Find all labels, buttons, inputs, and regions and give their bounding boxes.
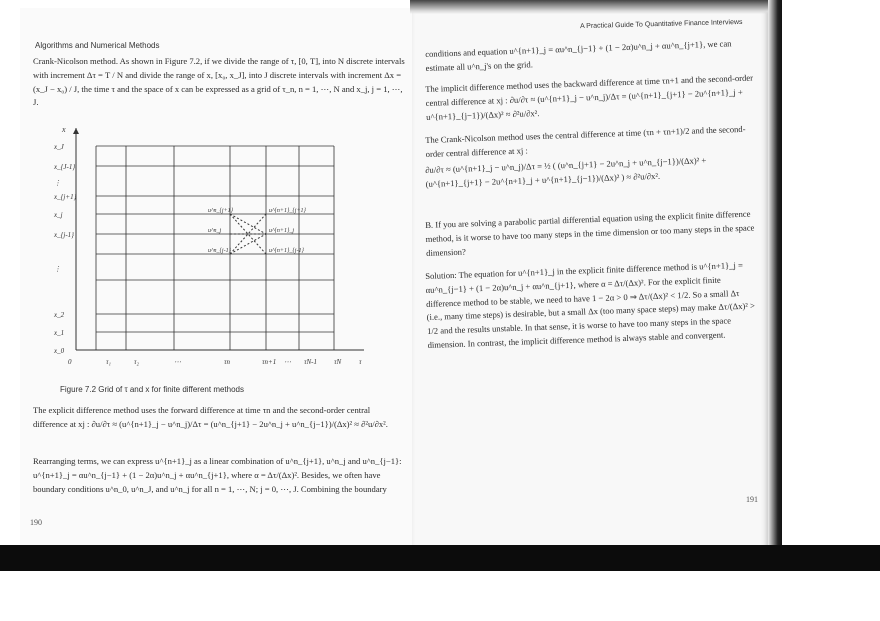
node-label-right: u^{n+1}_j [269, 228, 295, 234]
left-running-head: Algorithms and Numerical Methods [35, 41, 160, 50]
y-tick-label: x_{j+1} [54, 193, 77, 201]
node-label-left: u^n_{j+1} [208, 208, 234, 214]
y-tick-label: x_2 [54, 311, 65, 319]
node-label-right: u^{n+1}_{j+1} [269, 208, 306, 214]
right-page-number: 191 [746, 495, 758, 504]
x-tick-label: τn [224, 358, 231, 366]
y-tick-label: x_{j-1} [54, 231, 74, 239]
right-running-head: A Practical Guide To Quantitative Finance Interviews [579, 18, 743, 31]
node-label-right: u^{n+1}_{j-1} [269, 248, 304, 254]
rearranging-paragraph: Rearranging terms, we can express u^{n+1}_j as a linear combination of u^n_{j+1}, u^n_j and u^n_{j−1}: u^{n+1}_j = αu^n_{j−1} + (1 − 2α)u^n_j + αu^n_{j+1}, where α = Δτ/(Δx)². Besides, we often have boundary conditions u^n_0, u^n_J, and u^n_j for all n = 1, ⋯, N; j = 0, ⋯, J. Combining the boundary [33, 456, 402, 494]
stencil-line [230, 234, 266, 254]
x-tick-label: τ [359, 358, 362, 366]
solution-paragraph: Solution: The equation for u^{n+1}_j in the explicit finite difference method is u^{n+1}_j = αu^n_{j−1} + (1 − 2α)u^n_j + αu^n_{j+1}, where α = Δτ/(Δx)². For the explicit finite difference method to be stable, we need to have 1 − 2α > 0 ⇒ Δτ/(Δx)² < 1/2. So a small Δτ (i.e., many time steps) is desirable, but a small Δx (too many space steps) may make Δτ/(Δx)² > 1/2 and the results unstable. In that sense, it is worse to have too many steps in the space dimension. In contrast, the implicit difference method is always stable and convergent. [425, 259, 756, 350]
y-tick-label: x_1 [54, 329, 65, 337]
left-page-number: 190 [30, 518, 42, 527]
grid-figure [34, 118, 379, 368]
top-page-shadow [410, 0, 770, 14]
y-tick-label: ⋮ [54, 179, 61, 187]
y-axis-letter: x [62, 125, 66, 134]
crank-nicolson-equation: ∂u/∂τ ≈ (u^{n+1}_j − u^n_j)/Δτ = ½ ( (u^n_{j+1} − 2u^n_j + u^n_{j−1})/(Δx)² + (u^{n+1}_{j+1} − 2u^{n+1}_j + u^{n+1}_{j−1})/(Δx)² ) ≈ ∂²u/∂x². [425, 155, 707, 189]
crank-nicolson-paragraph: The Crank-Nicolson method uses the central difference at time (τn + τn+1)/2 and the second-order central difference at xj : [425, 123, 746, 159]
y-tick-label: x_J [54, 143, 64, 151]
x-tick-label: τ₁ [106, 358, 111, 366]
y-tick-label: ⋮ [54, 265, 61, 273]
node-label-left: u^n_{j-1} [208, 248, 231, 254]
y-tick-label: x_0 [54, 347, 65, 355]
figure-caption: Figure 7.2 Grid of τ and x for finite different methods [60, 385, 244, 394]
y-tick-label: x_j [54, 211, 63, 219]
x-tick-label: ⋯ [174, 358, 181, 366]
explicit-method-paragraph: The explicit difference method uses the forward difference at time τn and the second-order central difference at xj : ∂u/∂τ ≈ (u^{n+1}_j − u^n_j)/Δτ = (u^n_{j+1} − 2u^n_j + u^n_{j−1})/(Δx)² ≈ ∂²u/∂x². [33, 405, 388, 429]
y-tick-label: x_{J-1} [54, 163, 76, 171]
stencil-line [230, 214, 266, 234]
x-tick-label: τN [334, 358, 342, 366]
node-label-left: u^n_j [208, 228, 222, 234]
scanner-edge-band [0, 545, 880, 571]
x-tick-label: τN-1 [304, 358, 318, 366]
question-b: B. If you are solving a parabolic partial differential equation using the explicit finite difference method, is it worse to have too many steps in the time dimension or too many steps in the space dimension? [425, 208, 755, 258]
grid-figure-svg [34, 118, 379, 368]
x-tick-label: τ₂ [134, 358, 139, 366]
implicit-method-paragraph: The implicit difference method uses the backward difference at time τn+1 and the second-order central difference at xj : ∂u/∂τ ≈ (u^{n+1}_j − u^n_j)/Δτ = (u^{n+1}_{j+1} − 2u^{n+1}_j + u^{n+1}_{j−1})/(Δx)² ≈ ∂²u/∂x². [425, 72, 754, 122]
right-page-edge-shadow [768, 0, 782, 560]
y-axis-arrow [73, 128, 79, 134]
continuation-paragraph: conditions and equation u^{n+1}_j = αu^n_{j−1} + (1 − 2α)u^n_j + αu^n_{j+1}, we can estimate all u^n_j's on the grid. [425, 38, 732, 73]
x-tick-label: ⋯ [284, 358, 291, 366]
x-tick-label: τn+1 [262, 358, 277, 366]
left-intro-paragraph: Crank-Nicolson method. As shown in Figure 7.2, if we divide the range of τ, [0, T], into N discrete intervals with increment Δτ = T / N and divide the range of x, [x₀, x_J], into J discrete intervals with increment Δx = (x_J − x₀) / J, the time τ and the space of x can be expressed as a grid of τ_n, n = 1, ⋯, N and x_j, j = 1, ⋯, J. [33, 56, 405, 108]
x-tick-label: 0 [68, 358, 72, 366]
